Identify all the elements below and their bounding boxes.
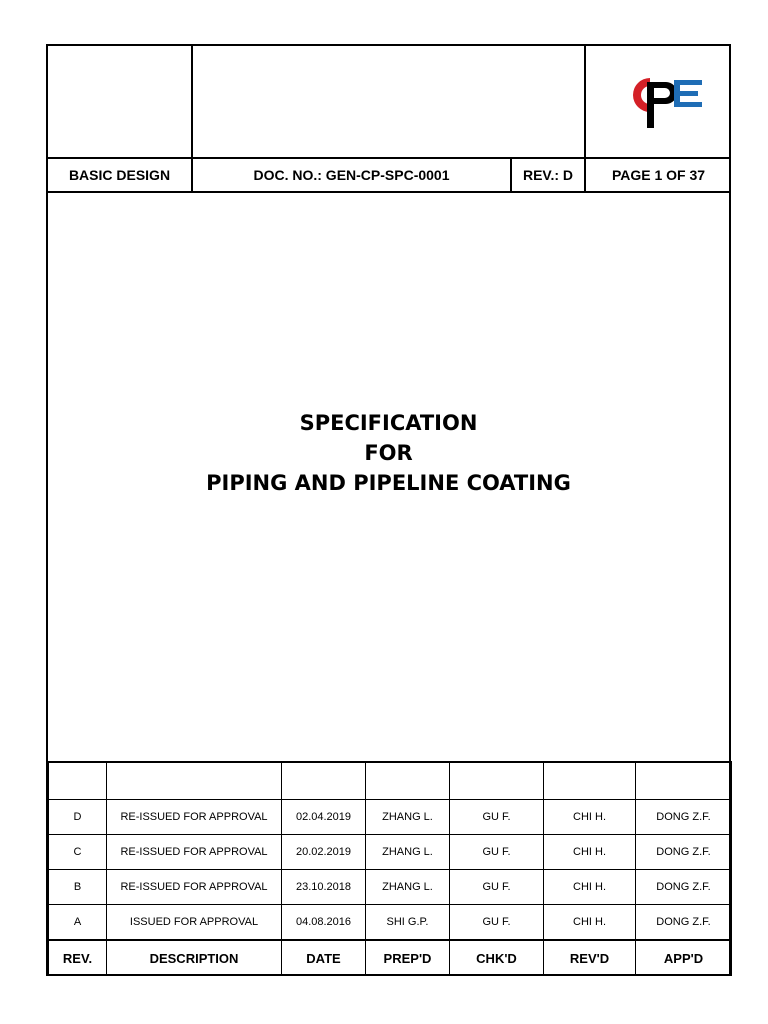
logo-text: CPE [620,72,623,73]
description-cell: RE-ISSUED FOR APPROVAL [107,835,282,870]
appd-cell: DONG Z.F. [636,905,732,941]
rev-cell: D [49,800,107,835]
date-cell: 20.02.2019 [282,835,366,870]
header-divider [584,46,586,159]
table-header-row [49,940,732,976]
table-cell [49,762,107,800]
table-row [49,800,732,835]
logo-letter-p-bowl [654,82,677,104]
prepd-cell: ZHANG L. [366,835,450,870]
revd-cell: CHI H. [544,835,636,870]
chkd-cell: GU F. [450,835,544,870]
chkd-cell: GU F. [450,870,544,905]
revd-cell: CHI H. [544,870,636,905]
chkd-cell: GU F. [450,800,544,835]
header-chkd: CHK'D [450,940,544,976]
header-rev: REV. [49,940,107,976]
rev-cell: C [49,835,107,870]
header-appd: APP'D [636,940,732,976]
revd-cell: CHI H. [544,905,636,941]
date-cell: 04.08.2016 [282,905,366,941]
prepd-cell: ZHANG L. [366,870,450,905]
table-row-blank [49,762,732,800]
rev-cell: A [49,905,107,941]
appd-cell: DONG Z.F. [636,835,732,870]
table-cell [636,762,732,800]
rev-cell: B [49,870,107,905]
appd-cell: DONG Z.F. [636,870,732,905]
revision-table [48,761,732,976]
revision-label: REV.: D [522,167,574,183]
revd-cell: CHI H. [544,800,636,835]
table-row [49,905,732,941]
table-cell [107,762,282,800]
company-logo [620,72,704,134]
prepd-cell: SHI G.P. [366,905,450,941]
chkd-cell: GU F. [450,905,544,941]
header-block [48,46,729,159]
page-number: PAGE 1 OF 37 [611,167,706,183]
header-date: DATE [282,940,366,976]
logo-letter-e-stem [674,80,680,107]
header-prepd: PREP'D [366,940,450,976]
header-divider [191,46,193,159]
header-description: DESCRIPTION [107,940,282,976]
header-revd: REV'D [544,940,636,976]
discipline-label: BASIC DESIGN [68,167,171,183]
document-title [48,408,729,498]
table-cell [366,762,450,800]
logo-letter-p-stem [647,82,654,128]
description-cell: ISSUED FOR APPROVAL [107,905,282,941]
table-row [49,835,732,870]
prepd-cell: ZHANG L. [366,800,450,835]
table-cell [450,762,544,800]
table-cell [282,762,366,800]
document-number: DOC. NO.: GEN-CP-SPC-0001 [253,167,450,183]
description-cell: RE-ISSUED FOR APPROVAL [107,800,282,835]
title-line-1: SPECIFICATION [299,411,478,435]
title-line-2: FOR [364,441,413,465]
description-cell: RE-ISSUED FOR APPROVAL [107,870,282,905]
table-cell [544,762,636,800]
header-info-row [48,159,729,193]
title-line-3: PIPING AND PIPELINE COATING [206,471,571,495]
appd-cell: DONG Z.F. [636,800,732,835]
date-cell: 02.04.2019 [282,800,366,835]
date-cell: 23.10.2018 [282,870,366,905]
table-row [49,870,732,905]
document-page [46,44,731,976]
